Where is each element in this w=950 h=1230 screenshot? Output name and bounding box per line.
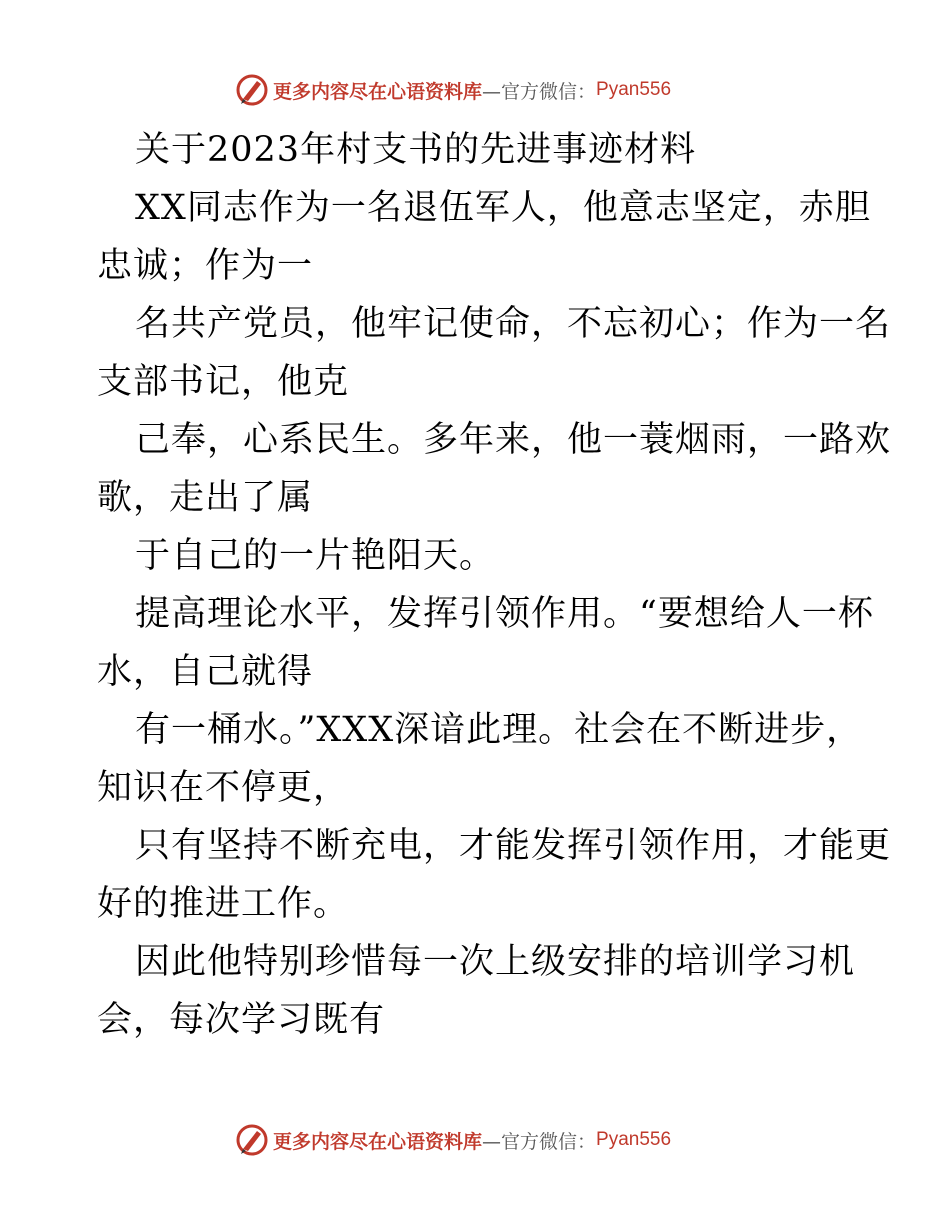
watermark-account: Pyan556 — [596, 79, 672, 100]
document-line: 关于2023年村支书的先进事迹材料 — [135, 130, 697, 170]
document-line: 有一桶水。”XXX深谙此理。社会在不断进步， — [135, 710, 863, 750]
document-line: 名共产党员，他牢记使命，不忘初心；作为一名 — [135, 304, 892, 344]
watermark-main-text: 更多内容尽在心语资料库 — [273, 1130, 483, 1153]
watermark-account: Pyan556 — [596, 1129, 672, 1150]
document-line: 提高理论水平，发挥引领作用。“要想给人一杯 — [135, 594, 874, 634]
watermark-separator: —官方微信： — [482, 1130, 597, 1153]
header-watermark — [235, 72, 671, 108]
watermark-separator: —官方微信： — [482, 80, 597, 103]
document-line: 知识在不停更， — [97, 768, 350, 808]
document-line: 只有坚持不断充电，才能发挥引领作用，才能更 — [135, 826, 892, 866]
watermark-main-text: 更多内容尽在心语资料库 — [273, 80, 483, 103]
document-line: 于自己的一片艳阳天。 — [135, 536, 496, 576]
document-line: XX同志作为一名退伍军人，他意志坚定，赤胆 — [135, 188, 871, 228]
document-line: 己奉，心系民生。多年来，他一蓑烟雨，一路欢 — [135, 420, 892, 460]
document-body — [97, 121, 892, 1049]
pen-logo-icon — [235, 1123, 269, 1157]
pen-logo-icon — [235, 73, 269, 107]
document-line: 歌，走出了属 — [97, 478, 314, 518]
document-line: 会，每次学习既有 — [97, 1000, 386, 1040]
footer-watermark — [235, 1122, 671, 1158]
document-line: 好的推进工作。 — [97, 884, 350, 924]
document-line: 支部书记，他克 — [97, 362, 350, 402]
document-line: 水，自己就得 — [97, 652, 314, 692]
document-line: 因此他特别珍惜每一次上级安排的培训学习机 — [135, 942, 856, 982]
document-line: 忠诚；作为一 — [97, 246, 314, 286]
